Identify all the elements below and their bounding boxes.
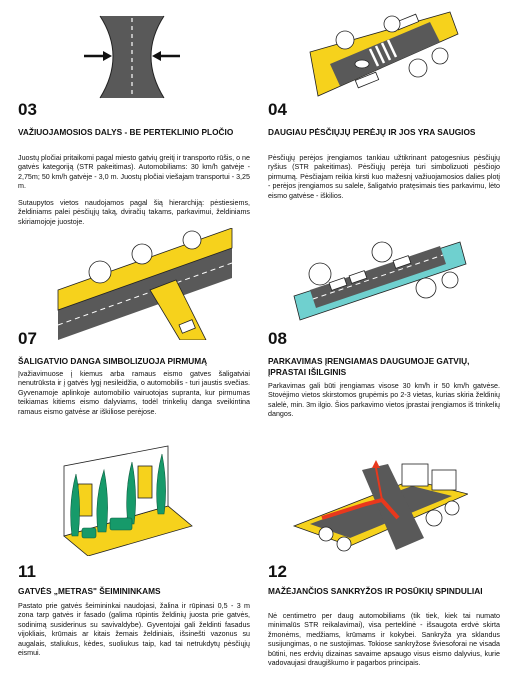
section-paragraph: Pastato prie gatvės šeimininkai naudojasi, žalina ir rūpinasi 0,5 - 3 m zona tarp gatvės ir fasado (galima rūpintis želdinių juosta prie gatvės, sodinimą susiderinus su savivaldybe). Gyventojai gali želdinti fasadus vijokliais, krūmais ar kitais žemais želdiniais, išsinešti vazonus su augalais, staliukus, kėdes, suoliukus taip, kad tai netrukdytų pėsčiųjų eismui. — [18, 602, 250, 658]
pedestrian-crossing-illustration — [300, 4, 460, 104]
section-number: 11 — [18, 562, 36, 581]
section-number: 03 — [18, 100, 37, 119]
intersection-illustration — [292, 460, 468, 560]
section-paragraph: Sutaupytos vietos naudojamos pagal šią hierarchiją: pėstiesiems, želdiniams palei pėsčiųjų taką, dviračių takams, parkavimui, želdiniams skiriamojoje juostoje. — [18, 199, 250, 226]
narrowing-lane-illustration — [62, 14, 202, 100]
section-number: 12 — [268, 562, 287, 581]
sidewalk-priority-illustration — [56, 228, 236, 340]
section-paragraph: Parkavimas gali būti įrengiamas visose 30 km/h ir 50 km/h gatvėse. Stovėjimo vietos skirstomos grupėmis po 2-3 vietas, kurias skiria želdinių salelė, min. 3m ilgio. Šios parkavimo vietos įprastai įrengiamos iš trinkelių dangos. — [268, 382, 500, 419]
section-number: 07 — [18, 329, 37, 348]
section-paragraph: Juostų pločiai pritaikomi pagal miesto gatvių greitį ir transporto rūšis, o ne gatvės kategoriją (STR pakeitimas). Automobiliams: 30 km/h gatvėje - 2,75m; 50 km/h gatvėje - 3,0 m. Juostų pločiai viešajam transportui - 3,25 m. — [18, 154, 250, 191]
section-title: PARKAVIMAS ĮRENGIAMAS DAUGUMOJE GATVIŲ, ĮPRASTAI IŠILGINIS — [268, 356, 470, 377]
section-title: VAŽIUOJAMOSIOS DALYS - BE PERTEKLINIO PLOČIO — [18, 127, 234, 137]
section-paragraph: Įvažiavimuose į kiemus arba ramaus eismo gatves šaligatviai nenutrūksta ir į gatvės lygį nesileidžia, o automobilis - turi jaustis svečias. Gyvenamoje aplinkoje automobilio vairuotojas supranta, kur pirmumas teikiamas kitiems eismo dalyviams, todėl trinkelių danga sveikintina ramaus eismo gatvėse ar iškiliose perėjose. — [18, 370, 250, 416]
section-paragraph: Pėsčiųjų perėjos įrengiamos tankiau užtikrinant patogesnius pėsčiųjų ryšius (STR pakeitimas). Pėsčiųjų perėja turi simbolizuoti pėsčiojo pirmumą. Pėsčiajam reikia kirsti kuo mažesnį važiuojamosios dalies plotį - perėjos įrengiamos su salele, šaligatvio pratęsimais ties parkavimu, lėto eismo gatvėse - iškilios. — [268, 154, 500, 200]
facade-greening-illustration — [58, 444, 198, 556]
section-title: DAUGIAU PĖSČIŲJŲ PERĖJŲ IR JOS YRA SAUGIOS — [268, 127, 476, 137]
section-title: MAŽĖJANČIOS SANKRYŽOS IR POSŪKIŲ SPINDULIAI — [268, 586, 483, 596]
section-paragraph: Nė centimetro per daug automobiliams (tik tiek, kiek tai numato minimalūs STR reikalavimai), visa perteklinė - išsaugota erdvė skirta žmonėms, medžiams, krūmams ir kokybei. Sankryža yra sklandus susijungimas, o ne sustojimas. Tokiose sankryžose šviesoforai ne visada būtini, nes erdvių dizainas savaime apsaugo visus eismo dalyvius, kurie vadovaujasi draugiškumo ir pagarbos principais. — [268, 612, 500, 668]
section-title: ŠALIGATVIO DANGA SIMBOLIZUOJA PIRMUMĄ — [18, 356, 208, 366]
parking-illustration — [290, 228, 470, 328]
section-title: GATVĖS „METRAS" ŠEIMININKAMS — [18, 586, 161, 596]
section-number: 08 — [268, 329, 287, 348]
section-number: 04 — [268, 100, 287, 119]
